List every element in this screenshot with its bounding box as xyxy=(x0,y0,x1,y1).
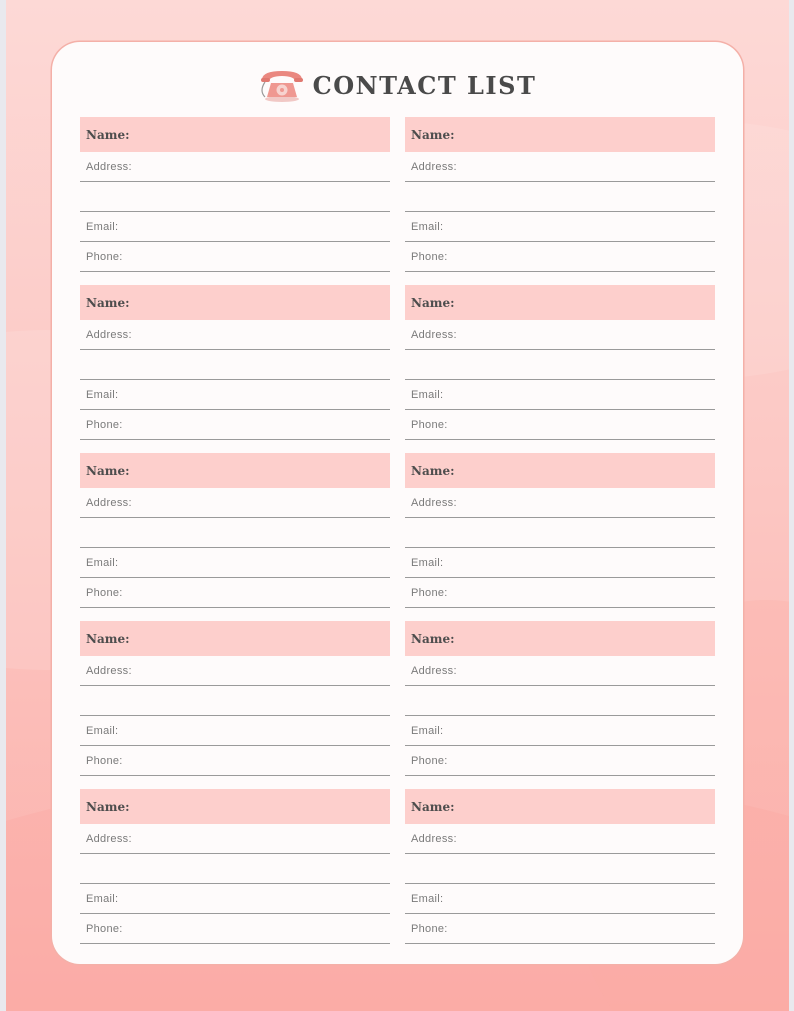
email-label: Email: xyxy=(411,389,444,401)
address-line-2[interactable] xyxy=(405,182,715,212)
phone-label: Phone: xyxy=(411,923,448,935)
name-field[interactable] xyxy=(405,285,715,320)
phone-field[interactable] xyxy=(80,242,390,272)
address-field[interactable] xyxy=(80,824,390,854)
contact-list-card xyxy=(52,42,743,964)
name-field[interactable] xyxy=(80,789,390,824)
email-label: Email: xyxy=(86,389,119,401)
email-field[interactable] xyxy=(405,212,715,242)
address-field[interactable] xyxy=(405,656,715,686)
address-label: Address: xyxy=(86,329,132,341)
rotary-phone-icon xyxy=(259,67,305,103)
address-label: Address: xyxy=(86,833,132,845)
phone-field[interactable] xyxy=(405,410,715,440)
phone-field[interactable] xyxy=(405,578,715,608)
email-field[interactable] xyxy=(80,380,390,410)
phone-label: Phone: xyxy=(411,251,448,263)
address-field[interactable] xyxy=(405,824,715,854)
address-field[interactable] xyxy=(80,656,390,686)
email-field[interactable] xyxy=(405,716,715,746)
address-label: Address: xyxy=(86,161,132,173)
name-field[interactable] xyxy=(405,789,715,824)
phone-label: Phone: xyxy=(411,419,448,431)
email-label: Email: xyxy=(411,557,444,569)
phone-label: Phone: xyxy=(86,251,123,263)
address-field[interactable] xyxy=(405,488,715,518)
name-field[interactable] xyxy=(405,621,715,656)
header xyxy=(52,64,743,106)
phone-field[interactable] xyxy=(405,746,715,776)
email-label: Email: xyxy=(411,221,444,233)
address-line-2[interactable] xyxy=(80,686,390,716)
email-field[interactable] xyxy=(80,884,390,914)
address-line-2[interactable] xyxy=(80,854,390,884)
address-label: Address: xyxy=(86,665,132,677)
address-line-2[interactable] xyxy=(405,518,715,548)
phone-label: Phone: xyxy=(86,923,123,935)
phone-label: Phone: xyxy=(86,755,123,767)
name-field[interactable] xyxy=(80,621,390,656)
name-label: Name: xyxy=(411,631,455,646)
email-label: Email: xyxy=(411,725,444,737)
contact-entry xyxy=(80,789,390,947)
phone-field[interactable] xyxy=(405,914,715,944)
contact-entry xyxy=(405,117,715,275)
address-field[interactable] xyxy=(80,488,390,518)
contact-entry xyxy=(80,117,390,275)
name-field[interactable] xyxy=(80,285,390,320)
contact-entry xyxy=(80,285,390,443)
phone-label: Phone: xyxy=(86,587,123,599)
phone-field[interactable] xyxy=(80,746,390,776)
name-field[interactable] xyxy=(80,453,390,488)
address-label: Address: xyxy=(411,329,457,341)
address-line-2[interactable] xyxy=(80,182,390,212)
email-field[interactable] xyxy=(80,716,390,746)
phone-label: Phone: xyxy=(411,587,448,599)
address-field[interactable] xyxy=(80,320,390,350)
name-field[interactable] xyxy=(405,117,715,152)
email-label: Email: xyxy=(411,893,444,905)
phone-field[interactable] xyxy=(405,242,715,272)
name-label: Name: xyxy=(86,463,130,478)
contact-entry xyxy=(405,285,715,443)
address-field[interactable] xyxy=(405,152,715,182)
contact-entry xyxy=(405,621,715,779)
contact-grid xyxy=(80,117,715,947)
address-label: Address: xyxy=(411,161,457,173)
email-field[interactable] xyxy=(405,884,715,914)
email-label: Email: xyxy=(86,893,119,905)
phone-field[interactable] xyxy=(80,578,390,608)
email-field[interactable] xyxy=(80,212,390,242)
contact-entry xyxy=(80,453,390,611)
name-label: Name: xyxy=(86,127,130,142)
address-line-2[interactable] xyxy=(80,350,390,380)
email-field[interactable] xyxy=(80,548,390,578)
name-label: Name: xyxy=(86,295,130,310)
name-field[interactable] xyxy=(80,117,390,152)
address-line-2[interactable] xyxy=(405,854,715,884)
phone-label: Phone: xyxy=(411,755,448,767)
address-line-2[interactable] xyxy=(405,686,715,716)
phone-label: Phone: xyxy=(86,419,123,431)
name-label: Name: xyxy=(86,799,130,814)
contact-entry xyxy=(405,453,715,611)
page-background xyxy=(6,0,789,1011)
phone-field[interactable] xyxy=(80,410,390,440)
email-label: Email: xyxy=(86,725,119,737)
address-line-2[interactable] xyxy=(405,350,715,380)
page-title: CONTACT LIST xyxy=(312,70,537,100)
email-label: Email: xyxy=(86,221,119,233)
address-line-2[interactable] xyxy=(80,518,390,548)
phone-field[interactable] xyxy=(80,914,390,944)
address-label: Address: xyxy=(411,833,457,845)
name-label: Name: xyxy=(411,127,455,142)
address-field[interactable] xyxy=(405,320,715,350)
email-label: Email: xyxy=(86,557,119,569)
email-field[interactable] xyxy=(405,380,715,410)
name-label: Name: xyxy=(411,463,455,478)
contact-entry xyxy=(405,789,715,947)
address-label: Address: xyxy=(411,665,457,677)
address-field[interactable] xyxy=(80,152,390,182)
name-label: Name: xyxy=(411,799,455,814)
name-field[interactable] xyxy=(405,453,715,488)
name-label: Name: xyxy=(86,631,130,646)
address-label: Address: xyxy=(86,497,132,509)
contact-entry xyxy=(80,621,390,779)
address-label: Address: xyxy=(411,497,457,509)
name-label: Name: xyxy=(411,295,455,310)
email-field[interactable] xyxy=(405,548,715,578)
